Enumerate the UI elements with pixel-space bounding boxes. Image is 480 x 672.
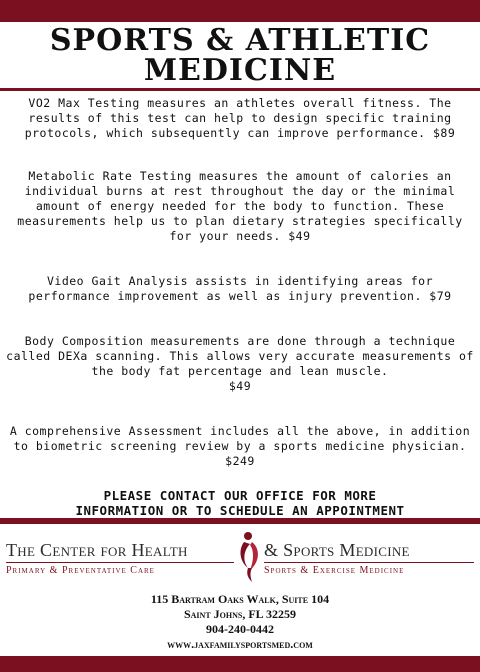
logo-right-block — [264, 540, 474, 577]
logo-left-subtitle: Primary & Preventative Care — [6, 562, 234, 577]
logo-right-subtitle: Sports & Exercise Medicine — [264, 562, 474, 577]
service-text: A comprehensive Assessment includes all the above, in addition to biometric screening review by a sports medicine physician. — [9, 424, 471, 453]
service-video-gait — [6, 274, 474, 304]
page-title — [0, 23, 480, 88]
top-band — [0, 0, 480, 22]
service-metabolic-rate — [6, 169, 474, 244]
service-text: Body Composition measurements are done through a technique called DEXa scanning. This allows very accurate measurements of the body fat percentage and lean muscle. — [6, 334, 474, 378]
title-divider — [0, 88, 480, 91]
contact-line-2: INFORMATION OR TO SCHEDULE AN APPOINTMENT — [75, 503, 405, 518]
figure-logo-icon — [236, 530, 264, 584]
contact-line-1: PLEASE CONTACT OUR OFFICE FOR MORE — [103, 488, 377, 503]
bottom-band — [0, 656, 480, 672]
page-title-line-2: MEDICINE — [143, 53, 337, 88]
service-price: $249 — [225, 454, 255, 468]
service-body-composition — [6, 334, 474, 394]
service-text: Metabolic Rate Testing measures the amount of calories an individual burns at rest throughout the day or the minimal amount of energy needed for the body to function. These measurements help us to plan dietary strategies specifically for your needs. $49 — [17, 169, 463, 243]
address-city: Saint Johns, FL 32259 — [183, 607, 297, 621]
address-phone: 904-240-0442 — [206, 622, 274, 636]
middle-band — [0, 518, 480, 524]
service-text: Video Gait Analysis assists in identifying areas for performance improvement as well as injury prevention. $79 — [28, 274, 452, 303]
service-vo2-max — [6, 96, 474, 141]
logo-left-block — [6, 540, 234, 577]
logo-sports-name: & Sports Medicine — [264, 540, 410, 560]
clinic-logo — [0, 530, 480, 582]
page-title-line-1: SPORTS & ATHLETIC — [49, 23, 431, 58]
address-website: www.jaxfamilysportsmed.com — [167, 637, 313, 651]
address-street: 115 Bartram Oaks Walk, Suite 104 — [150, 592, 330, 606]
service-comprehensive — [6, 424, 474, 469]
contact-note — [0, 488, 480, 518]
service-text: VO2 Max Testing measures an athletes overall fitness. The results of this test can help to design specific training protocols, which subsequently can improve performance. $89 — [24, 96, 456, 140]
address-block — [0, 592, 480, 652]
logo-center-name: The Center for Health — [6, 540, 188, 560]
service-price: $49 — [228, 379, 252, 393]
